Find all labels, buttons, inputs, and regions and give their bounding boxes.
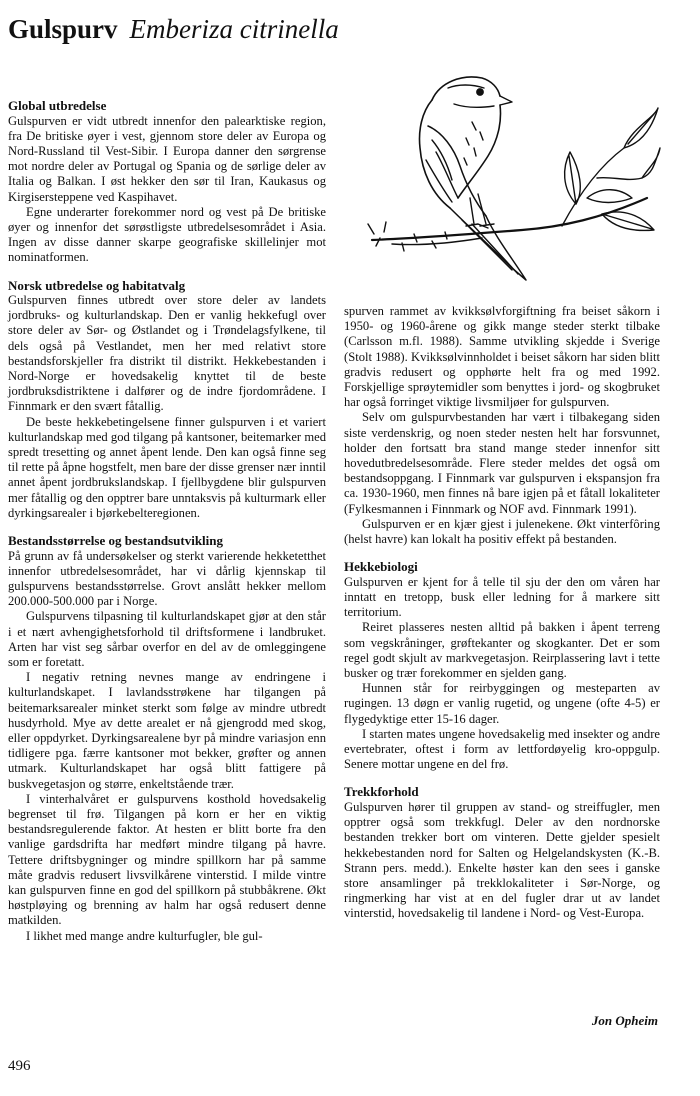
paragraph: I starten mates ungene hovedsakelig med insekter og andre evertebrater, oftest i form av lettfordøyelig kro-oppgulp. Senere mottar ungene en del frø. xyxy=(344,726,660,772)
section-norwegian-distribution xyxy=(8,278,326,522)
right-column xyxy=(344,304,660,934)
paragraph: I likhet med mange andre kulturfugler, ble gul- xyxy=(26,928,263,943)
paragraph: Hunnen står for reirbyggingen og mesteparten av rugingen. 13 døgn er vanlig rugetid, og ungene (ofte 4-5) er flygedyktige etter 15-16 dager. xyxy=(344,681,660,726)
page-number: 496 xyxy=(8,1058,31,1074)
paragraph: Gulspurven er vidt utbredt innenfor den palearktiske region, fra De britiske øyer i vest, gjennom store deler av Europa og Nord-Russland til Vest-Sibir. I Europa danner den sørgrense mot nordre deler av Portugal og Spania og de sørlige deler av Italia og Balkan. I øst hekker den sør til Iran, Kaukasus og Kirgisersteppene ved Kaspihavet. xyxy=(8,113,326,204)
section-population-size xyxy=(8,533,326,944)
paragraph: spurven rammet av kvikksølvforgiftning fra beiset såkorn i 1950- og 1960-årene og gikk mange steder sterkt tilbake (Carlsson m.fl. 1988). Samme utvikling skjedde i Sverige (Stolt 1988). Kvikksølvinnholdet i beiset såkorn har siden blitt gradvis redusert og opphørte helt fra og med 1992. Forskjellige sprøytemidler som benyttes i jord- og skogbruket har også forringet viktige livsmiljøer for gulspurven. xyxy=(344,304,660,410)
paragraph: I negativ retning nevnes mange av endringene i kulturlandskapet. I lavlandsstrøkene har tilgangen på beitemarksarealer minket sterkt som følge av mindre utbredt husdyrhold. Mye av dette arealet er nå gjengrodd med skog, eller oppdyrket. Dyrkingsarealene byr på mindre variasjon enn tidligere pga. færre kantsoner mot bekker, grøfter og annen utmark. Kulturlandskapet har også blitt fattigere på buskvegetasjon og større, enkeltstående trær. xyxy=(8,670,326,791)
paragraph: I vinterhalvåret er gulspurvens kosthold hovedsakelig begrenset til frø. Tilgangen på korn er her en viktig bestandsregulerende faktor. At hesten er blitt borte fra den vanlige gardsdrifta har medført mindre tilgang på havre. Tettere driftsbygninger og mindre spillkorn har på samme måte gradvis redusert livsvilkårene vinterstid. I milde vintre kan gulspurven finne en god del spillkorn på stubbåkrene. Økt høstpløying og brenning av halm har også redusert denne matkilden. xyxy=(8,791,326,928)
paragraph: Selv om gulspurvbestanden har vært i tilbakegang siden siste verdenskrig, og noen steder nesten helt har forsvunnet, holder den fortsatt bra stand mange steder innenfor sitt hovedutbredelsesområde. Flere steder meldes det også om bestandsoppgang. I Finnmark var gulspurven i ekspansjon fra ca. 1930-1960, men finnes nå bare igjen på et fåtall lokaliteter (Fylkesmannen i Finnmark og NOF avd. Finnmark 1991). xyxy=(344,410,660,516)
section-global-distribution xyxy=(8,98,326,266)
section-breeding-biology xyxy=(344,559,660,772)
paragraph: Gulspurven hører til gruppen av stand- og streiffugler, men opptrer også som trekkfugl. Deler av den nordnorske bestanden trekker bort om vinteren. Dette gjelder spesielt hekkebestanden nord for Salten og Helgelandskysten (K.-B. Strann pers. medd.). Enkelte høster kan den sees i ganske store ansamlinger på trekklokaliteter i Sør-Norge, og ringmerking har vist at en del fugler drar ut av landet vinterstid, hovedsakelig til landene i Nord- og Vest-Europa. xyxy=(344,799,660,921)
species-latin-name: Emberiza citrinella xyxy=(129,14,339,44)
section-heading: Bestandsstørrelse og bestandsutvikling xyxy=(8,533,224,549)
paragraph: Gulspurven er kjent for å telle til sju der den om våren har inntatt en tretopp, busk eller ledning for å markere sitt territorium. xyxy=(344,574,660,620)
left-column xyxy=(8,98,326,956)
paragraph: Gulspurven finnes utbredt over store deler av landets jordbruks- og kulturlandskap. Den er vanlig hekkefugl over store deler av Sør- og Østlandet og i Trøndelagsfylkene, til dels også på Vestlandet, men her med relativt store bestandsforskjeller fra distrikt til distrikt. Hekkebestanden i Nord-Norge er hovedsakelig knyttet til de beste jordbruksdistriktene i dalfører og de indre fjordområdene. I Finnmark er den svært fåtallig. xyxy=(8,293,326,414)
author-name: Jon Opheim xyxy=(591,1013,658,1028)
paragraph: På grunn av få undersøkelser og sterkt varierende hekketetthet innenfor utbredelsesområdet, har vi dårlig kjennskap til gulspurvens bestandsstørrelse. Grovt anslått hekker mellom 200.000-500.000 par i Norge. xyxy=(8,548,326,609)
section-heading: Trekkforhold xyxy=(344,784,419,800)
section-heading: Norsk utbredelse og habitatvalg xyxy=(8,277,186,293)
section-heading: Global utbredelse xyxy=(8,98,107,113)
yellowhammer-illustration xyxy=(362,48,662,288)
section-heading: Hekkebiologi xyxy=(344,559,418,575)
section-population-continued xyxy=(344,304,660,547)
species-common-name: Gulspurv xyxy=(8,14,118,44)
page-title xyxy=(8,14,339,45)
paragraph: De beste hekkebetingelsene finner gulspurven i et variert kulturlandskap med god tilgang på kantsoner, beitemarker med spredt tresetting og annet åpent lende. Den kan også finne seg til rette på åpne hogstfelt, men bare der disse grenser nær inntil annet åpent jordbrukslandskap. I fjellbygdene blir gulspurven mer fåtallig og den opptrer bare unntaksvis på kulturmark eller dyrkingsarealer i bjørkebelteregionen. xyxy=(8,414,326,520)
section-migration xyxy=(344,784,660,921)
paragraph: Reiret plasseres nesten alltid på bakken i åpent terreng som vegskråninger, grøftekanter og skogkanter. Det er som regel godt skjult av markvegetasjon. Reirplassering lavt i tette busker og trær forekommer en sjelden gang. xyxy=(344,620,660,680)
paragraph: Egne underarter forekommer nord og vest på De britiske øyer og innenfor det sørøstligste utbredelsesområdet i Asia. Ingen av disse danner skarpe geografiske skillelinjer mot nominatformen. xyxy=(8,204,326,265)
paragraph: Gulspurvens tilpasning til kulturlandskapet gjør at den står i et nært avhengighetsforhold til driftsformene i landbruket. Arten har vist seg sårbar overfor en del av de omleggingene som er foretatt. xyxy=(8,609,326,669)
paragraph: Gulspurven er en kjær gjest i julenekene. Økt vinterfôring (helst havre) kan lokalt ha positiv effekt på bestanden. xyxy=(344,516,660,547)
